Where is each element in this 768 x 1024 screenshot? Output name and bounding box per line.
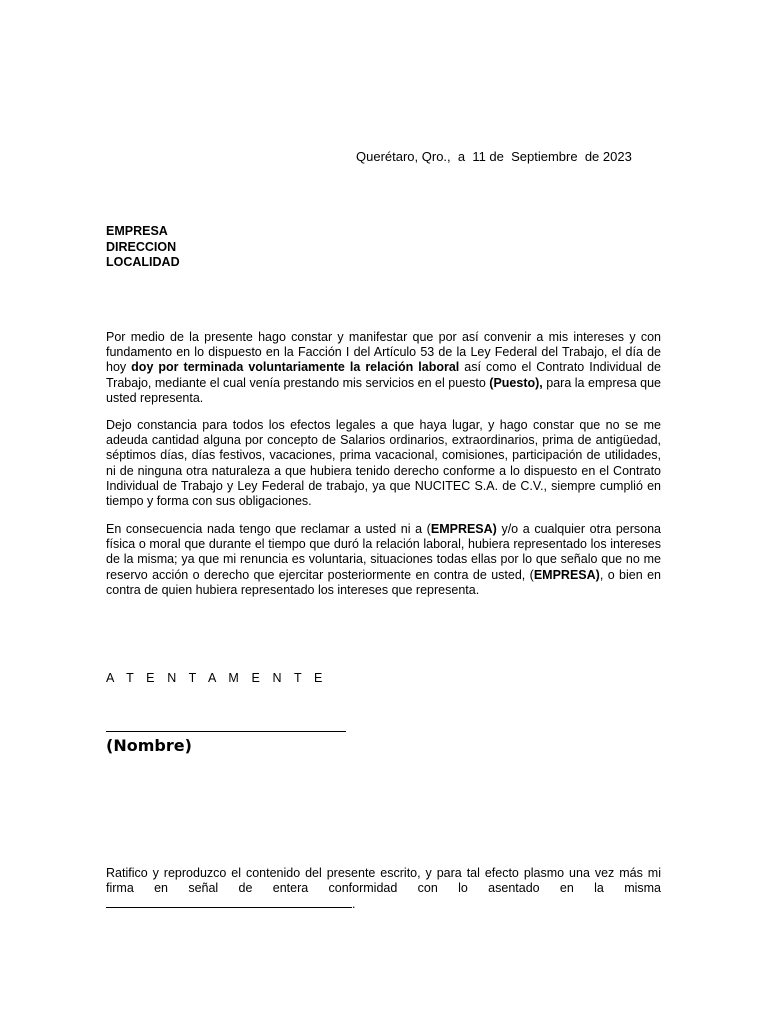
- closing-salutation: A T E N T A M E N T E: [106, 671, 327, 685]
- signature-name: (Nombre): [106, 736, 192, 755]
- paragraph-termination: [106, 330, 661, 406]
- signature-line: [106, 731, 346, 732]
- p3-bold-company-1: EMPRESA): [430, 522, 497, 536]
- recipient-locality: LOCALIDAD: [106, 255, 180, 269]
- p3-text-c: y/o a cualquier otra persona física o moral que durante el tiempo que duró la relación laboral, hubiera representado los intereses de la misma; ya que mi renuncia es voluntaria, situaciones todas ellas por lo que señalo que no me reservo acción o derecho que ejercitar posteriormente en contra de usted, (: [106, 522, 661, 582]
- p3-bold-company-2: EMPRESA): [533, 567, 600, 582]
- p1-bold-termination: doy por terminada voluntariamente la relación laboral: [131, 360, 460, 375]
- date-line: Querétaro, Qro., a 11 de Septiembre de 2023: [356, 149, 632, 164]
- ratification-text: Ratifico y reproduzco el contenido del presente escrito, y para tal efecto plasmo una vez más mi firma en señal de entera conformidad con lo asentado en la misma: [106, 866, 661, 896]
- paragraph-no-debt: Dejo constancia para todos los efectos legales a que haya lugar, y hago constar que no se me adeuda cantidad alguna por concepto de Salarios ordinarios, extraordinarios, prima de antigüedad, séptimos días, días festivos, vacaciones, prima vacacional, comisiones, participación de utilidades, ni de ninguna otra naturaleza a que hubiera tenido derecho conforme a lo dispuesto en el Contrato Individual de Trabajo y Ley Federal de trabajo, ya que NUCITEC S.A. de C.V., siempre cumplió en tiempo y forma con sus obligaciones.: [106, 418, 661, 509]
- p1-text-e: para la empresa que usted representa.: [106, 375, 661, 405]
- p1-bold-position: (Puesto),: [489, 375, 543, 390]
- recipient-company: EMPRESA: [106, 224, 168, 238]
- ratification-end: .: [352, 897, 356, 912]
- p1-text-c: así como el Contrato Individual de Trabajo, mediante el cual venía prestando mis servicios en el puesto: [106, 360, 661, 390]
- recipient-address: DIRECCION: [106, 239, 177, 254]
- paragraph-no-claim: [106, 522, 661, 598]
- recipient-block: [106, 224, 180, 271]
- p1-text-a: Por medio de la presente hago constar y manifestar que por así convenir a mis intereses y con fundamento en lo dispuesto en la Facción I del Artículo 53 de la Ley Federal del Trabajo, el día de hoy: [106, 330, 661, 375]
- p3-text-e: , o bien en contra de quien hubiera representado los intereses que representa.: [106, 567, 662, 597]
- signature-blank-line: [106, 896, 352, 908]
- paragraph-ratification: [106, 866, 661, 913]
- p3-text-a: En consecuencia nada tengo que reclamar a usted ni a (: [106, 522, 431, 536]
